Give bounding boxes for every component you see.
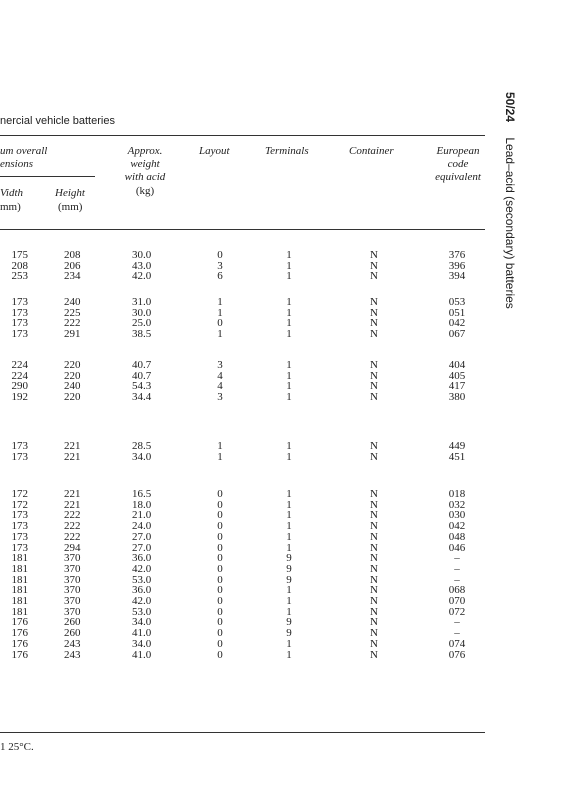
cell-container: N: [370, 296, 378, 308]
cell-container: N: [370, 627, 378, 640]
cell-terminals: 9: [286, 552, 292, 565]
cell-european: 048: [448, 530, 466, 543]
cell-width: 181: [11, 573, 28, 586]
cell-width: 181: [11, 595, 28, 607]
cell-container: N: [370, 488, 378, 500]
cell-height: 221: [64, 450, 81, 463]
cell-european: –: [454, 552, 460, 565]
cell-european: 032: [448, 498, 466, 511]
cell-weight: 53.0: [132, 573, 152, 586]
cell-terminals: 1: [286, 637, 292, 650]
cell-width: 173: [11, 328, 28, 341]
cell-layout: 1: [217, 450, 223, 463]
cell-terminals: 1: [286, 584, 292, 597]
cell-weight: 42.0: [132, 562, 152, 575]
cell-container: N: [370, 648, 378, 661]
cell-layout: 0: [217, 573, 223, 586]
cell-european: 451: [448, 450, 466, 463]
cell-height: 221: [64, 498, 81, 511]
header-overall-line2: ensions: [0, 158, 33, 170]
cell-weight: 25.0: [132, 317, 152, 330]
cell-european: 042: [448, 317, 466, 330]
header-terminals: Terminals: [265, 145, 309, 157]
cell-terminals: 9: [286, 616, 292, 629]
cell-container: N: [370, 317, 378, 330]
cell-container: N: [370, 605, 378, 618]
cell-width: 181: [11, 562, 28, 575]
cell-width: 175: [11, 249, 28, 261]
cell-layout: 1: [217, 328, 223, 341]
cell-terminals: 1: [286, 270, 292, 283]
cell-height: 370: [64, 605, 81, 618]
cell-width: 208: [11, 259, 28, 272]
cell-width: 173: [11, 509, 28, 522]
cell-terminals: 1: [286, 605, 292, 618]
cell-weight: 38.5: [132, 328, 152, 341]
cell-height: 220: [64, 359, 81, 371]
cell-terminals: 1: [286, 249, 292, 261]
cell-terminals: 1: [286, 296, 292, 308]
header-weight-line1: Approx.: [127, 145, 163, 157]
cell-width: 173: [11, 541, 28, 554]
cell-width: 172: [11, 498, 28, 511]
cell-width: 173: [11, 440, 28, 452]
cell-terminals: 1: [286, 498, 292, 511]
cell-height: 370: [64, 595, 81, 607]
cell-weight: 24.0: [132, 520, 152, 533]
cell-weight: 21.0: [132, 509, 152, 522]
cell-european: 394: [448, 270, 466, 283]
cell-height: 243: [64, 648, 81, 661]
cell-height: 260: [64, 627, 81, 640]
cell-container: N: [370, 249, 378, 261]
page-number: 50/24: [503, 92, 517, 123]
cell-weight: 27.0: [132, 541, 152, 554]
cell-container: N: [370, 509, 378, 522]
cell-height: 240: [64, 380, 81, 393]
table-footnote: 1 25°C.: [0, 741, 34, 753]
cell-layout: 6: [217, 270, 223, 283]
cell-layout: 4: [217, 380, 223, 393]
cell-european: 053: [448, 296, 466, 308]
running-header: [503, 92, 517, 309]
cell-european: 046: [448, 541, 466, 554]
cell-height: 260: [64, 616, 81, 629]
header-weight-line2: weight: [130, 158, 160, 170]
cell-height: 220: [64, 391, 81, 404]
cell-european: 068: [448, 584, 466, 597]
cell-width: 290: [11, 380, 28, 393]
cell-height: 370: [64, 573, 81, 586]
cell-height: 222: [64, 520, 81, 533]
cell-european: 070: [448, 595, 466, 607]
cell-layout: 3: [217, 259, 223, 272]
cell-weight: 18.0: [132, 498, 152, 511]
cell-terminals: 1: [286, 440, 292, 452]
cell-layout: 0: [217, 317, 223, 330]
cell-european: –: [454, 627, 460, 640]
cell-height: 240: [64, 296, 81, 308]
cell-weight: 34.4: [132, 391, 152, 404]
cell-european: 067: [448, 328, 466, 341]
cell-height: 222: [64, 530, 81, 543]
cell-terminals: 1: [286, 391, 292, 404]
cell-european: 030: [448, 509, 466, 522]
cell-terminals: 1: [286, 520, 292, 533]
cell-width: 176: [11, 648, 28, 661]
cell-weight: 53.0: [132, 605, 152, 618]
cell-weight: 16.5: [132, 488, 152, 500]
cell-container: N: [370, 498, 378, 511]
cell-european: 449: [448, 440, 466, 452]
header-overall-rule: [0, 176, 95, 177]
cell-container: N: [370, 328, 378, 341]
cell-weight: 43.0: [132, 259, 152, 272]
cell-width: 253: [11, 270, 28, 283]
cell-weight: 41.0: [132, 648, 152, 661]
cell-layout: 0: [217, 627, 223, 640]
cell-container: N: [370, 595, 378, 607]
cell-terminals: 1: [286, 259, 292, 272]
cell-terminals: 1: [286, 317, 292, 330]
cell-container: N: [370, 450, 378, 463]
cell-width: 224: [11, 359, 28, 371]
cell-terminals: 1: [286, 450, 292, 463]
cell-weight: 54.3: [132, 380, 152, 393]
cell-european: 376: [448, 249, 466, 261]
cell-european: 405: [448, 369, 466, 382]
cell-height: 370: [64, 552, 81, 565]
header-height-line1: Height: [55, 187, 85, 199]
cell-layout: 0: [217, 595, 223, 607]
cell-height: 208: [64, 249, 81, 261]
cell-weight: 42.0: [132, 595, 152, 607]
cell-height: 370: [64, 584, 81, 597]
cell-container: N: [370, 440, 378, 452]
table-caption: nercial vehicle batteries: [0, 115, 115, 127]
cell-layout: 0: [217, 509, 223, 522]
cell-layout: 1: [217, 306, 223, 319]
cell-weight: 27.0: [132, 530, 152, 543]
cell-european: 404: [448, 359, 466, 371]
cell-layout: 0: [217, 541, 223, 554]
cell-width: 173: [11, 296, 28, 308]
cell-container: N: [370, 552, 378, 565]
cell-layout: 1: [217, 296, 223, 308]
cell-european: 018: [448, 488, 466, 500]
cell-width: 176: [11, 627, 28, 640]
cell-width: 224: [11, 369, 28, 382]
header-width-line2: mm): [0, 201, 21, 213]
cell-container: N: [370, 380, 378, 393]
header-european-line1: European: [436, 145, 480, 157]
cell-terminals: 9: [286, 573, 292, 586]
cell-container: N: [370, 541, 378, 554]
cell-terminals: 9: [286, 562, 292, 575]
cell-layout: 3: [217, 391, 223, 404]
cell-container: N: [370, 573, 378, 586]
cell-height: 221: [64, 440, 81, 452]
header-weight-line3: with acid: [124, 171, 166, 183]
header-weight-line4: (kg): [135, 185, 155, 197]
table-header-rule: [0, 229, 485, 230]
cell-european: 417: [448, 380, 466, 393]
cell-layout: 0: [217, 616, 223, 629]
cell-width: 181: [11, 584, 28, 597]
cell-weight: 42.0: [132, 270, 152, 283]
cell-european: 076: [448, 648, 466, 661]
cell-terminals: 1: [286, 306, 292, 319]
cell-weight: 28.5: [132, 440, 152, 452]
cell-container: N: [370, 259, 378, 272]
table-bottom-rule: [0, 732, 485, 733]
cell-height: 234: [64, 270, 81, 283]
cell-container: N: [370, 270, 378, 283]
cell-layout: 0: [217, 520, 223, 533]
header-european-line3: equivalent: [435, 171, 481, 183]
cell-container: N: [370, 520, 378, 533]
cell-height: 291: [64, 328, 81, 341]
cell-width: 172: [11, 488, 28, 500]
cell-terminals: 9: [286, 627, 292, 640]
cell-weight: 36.0: [132, 552, 152, 565]
cell-container: N: [370, 562, 378, 575]
cell-terminals: 1: [286, 509, 292, 522]
cell-european: –: [454, 573, 460, 586]
header-overall-line1: um overall: [0, 145, 48, 157]
cell-layout: 4: [217, 369, 223, 382]
cell-european: 051: [448, 306, 466, 319]
header-width-line1: Vidth: [0, 187, 24, 199]
cell-weight: 40.7: [132, 359, 152, 371]
cell-european: 380: [448, 391, 466, 404]
cell-terminals: 1: [286, 595, 292, 607]
cell-layout: 0: [217, 552, 223, 565]
header-container: Container: [349, 145, 394, 157]
cell-terminals: 1: [286, 369, 292, 382]
cell-height: 370: [64, 562, 81, 575]
cell-container: N: [370, 359, 378, 371]
cell-height: 221: [64, 488, 81, 500]
cell-weight: 36.0: [132, 584, 152, 597]
cell-terminals: 1: [286, 359, 292, 371]
cell-container: N: [370, 306, 378, 319]
cell-european: 074: [448, 637, 466, 650]
cell-layout: 0: [217, 562, 223, 575]
cell-layout: 3: [217, 359, 223, 371]
cell-layout: 0: [217, 530, 223, 543]
cell-width: 176: [11, 637, 28, 650]
header-height-line2: (mm): [58, 201, 83, 213]
cell-weight: 31.0: [132, 296, 152, 308]
cell-layout: 0: [217, 498, 223, 511]
cell-height: 243: [64, 637, 81, 650]
cell-layout: 0: [217, 605, 223, 618]
cell-width: 181: [11, 552, 28, 565]
cell-width: 173: [11, 450, 28, 463]
cell-european: –: [454, 562, 460, 575]
cell-terminals: 1: [286, 530, 292, 543]
cell-terminals: 1: [286, 541, 292, 554]
cell-weight: 34.0: [132, 616, 152, 629]
cell-weight: 30.0: [132, 306, 152, 319]
cell-terminals: 1: [286, 648, 292, 661]
cell-height: 294: [64, 541, 81, 554]
cell-layout: 0: [217, 488, 223, 500]
cell-height: 225: [64, 306, 81, 319]
cell-weight: 34.0: [132, 450, 152, 463]
cell-width: 173: [11, 317, 28, 330]
cell-container: N: [370, 530, 378, 543]
cell-european: 042: [448, 520, 466, 533]
cell-layout: 0: [217, 648, 223, 661]
cell-layout: 0: [217, 637, 223, 650]
cell-width: 173: [11, 306, 28, 319]
cell-weight: 41.0: [132, 627, 152, 640]
cell-layout: 0: [217, 584, 223, 597]
cell-width: 181: [11, 605, 28, 618]
cell-european: 396: [448, 259, 466, 272]
cell-layout: 1: [217, 440, 223, 452]
cell-weight: 34.0: [132, 637, 152, 650]
cell-width: 192: [11, 391, 28, 404]
cell-container: N: [370, 391, 378, 404]
table-top-rule: [0, 135, 485, 136]
cell-european: 072: [448, 605, 466, 618]
running-title: Lead–acid (secondary) batteries: [503, 137, 517, 309]
cell-container: N: [370, 637, 378, 650]
cell-terminals: 1: [286, 380, 292, 393]
cell-european: –: [454, 616, 460, 629]
cell-width: 173: [11, 530, 28, 543]
cell-container: N: [370, 369, 378, 382]
cell-width: 176: [11, 616, 28, 629]
cell-height: 222: [64, 509, 81, 522]
cell-layout: 0: [217, 249, 223, 261]
cell-weight: 40.7: [132, 369, 152, 382]
cell-weight: 30.0: [132, 249, 152, 261]
cell-height: 206: [64, 259, 81, 272]
cell-container: N: [370, 584, 378, 597]
cell-container: N: [370, 616, 378, 629]
cell-height: 220: [64, 369, 81, 382]
header-european-line2: code: [447, 158, 469, 170]
header-layout: Layout: [199, 145, 230, 157]
cell-width: 173: [11, 520, 28, 533]
cell-height: 222: [64, 317, 81, 330]
cell-terminals: 1: [286, 328, 292, 341]
cell-terminals: 1: [286, 488, 292, 500]
